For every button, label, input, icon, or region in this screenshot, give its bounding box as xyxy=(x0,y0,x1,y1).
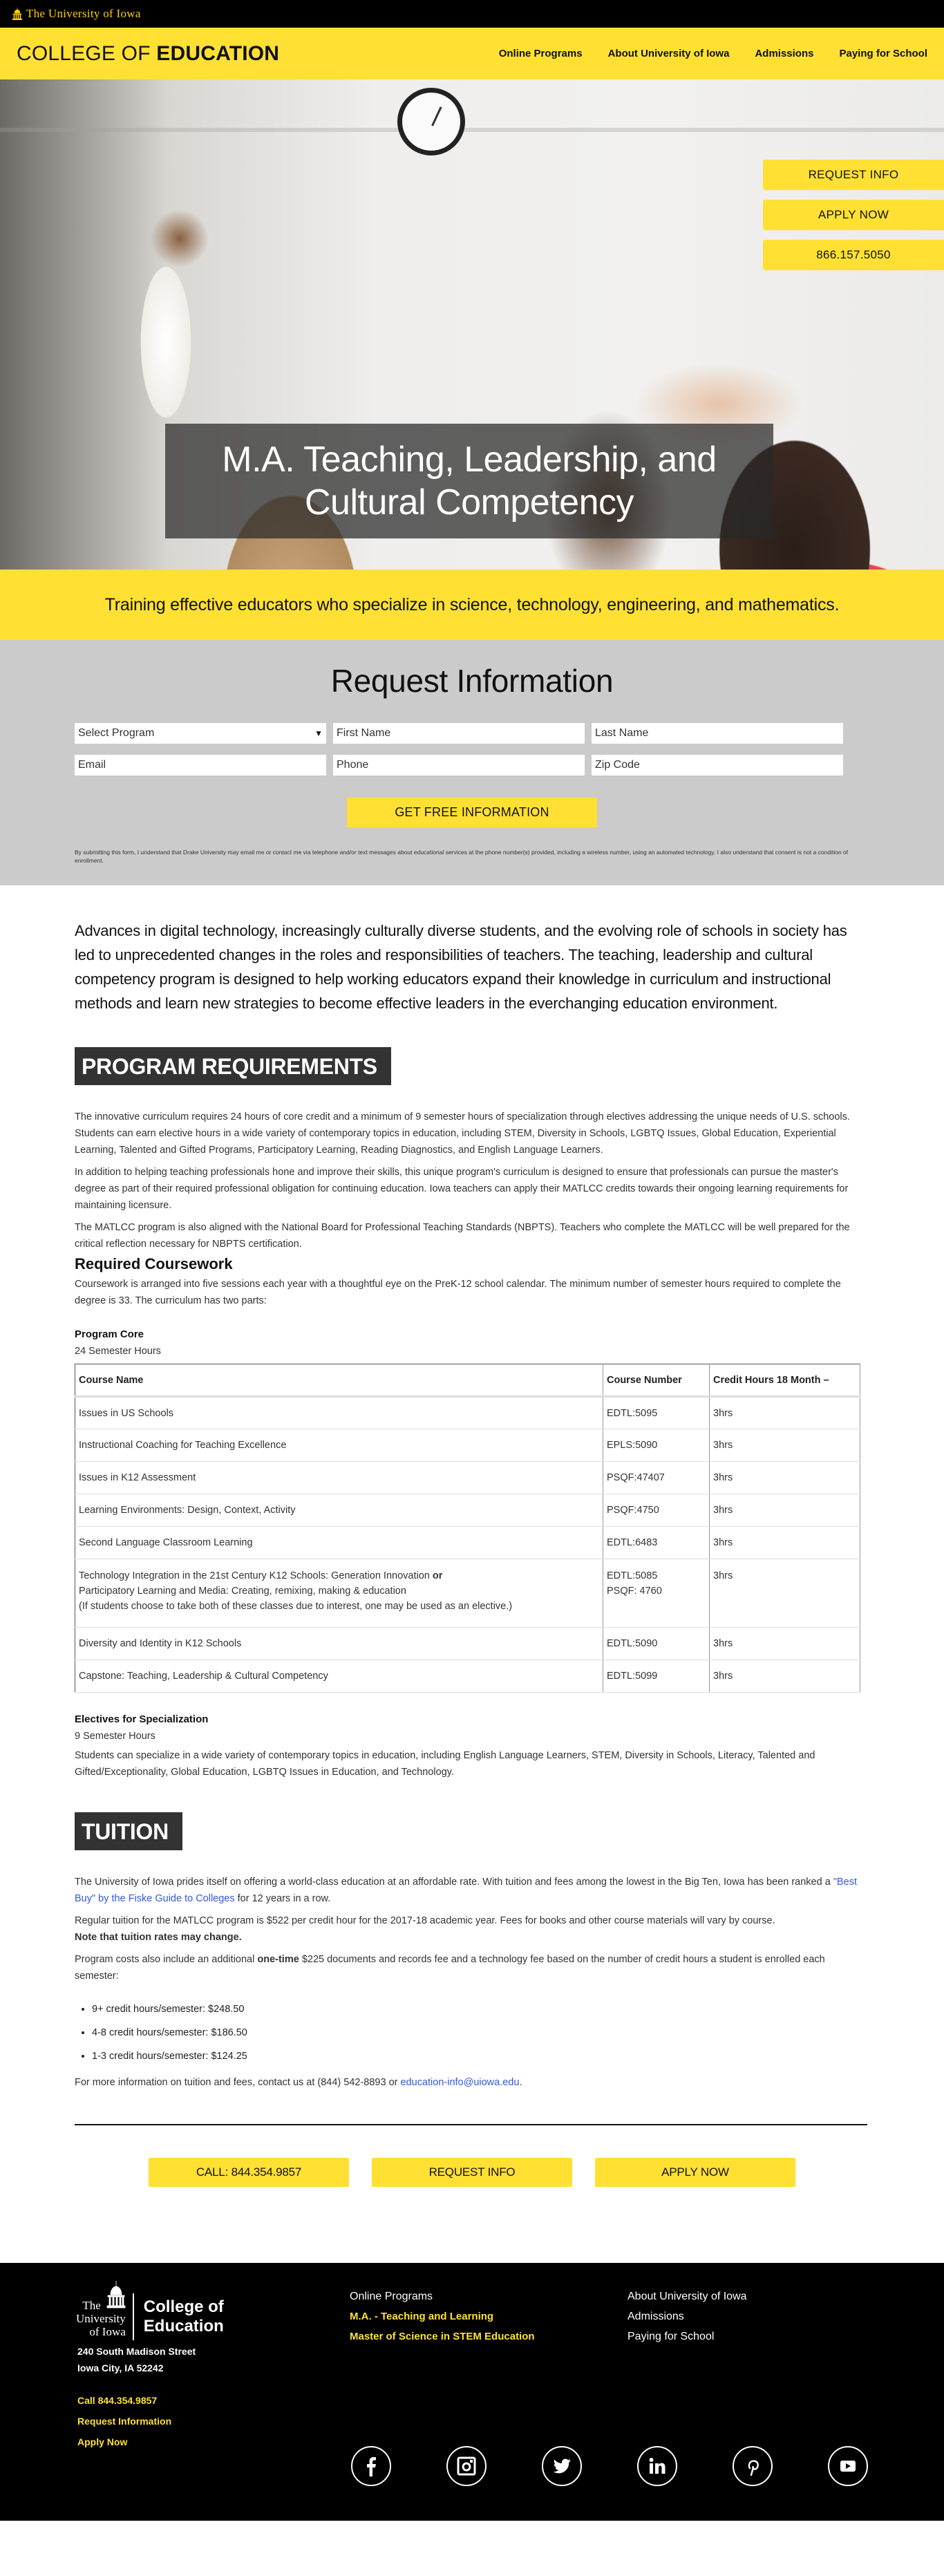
tuition-text: The University of Iowa prides itself on offering a world-class education at an affordable rate. With tuition and fees among the lowest in the Big Ten, Iowa has been ranked a xyxy=(75,1877,833,1888)
youtube-link[interactable] xyxy=(828,2446,868,2486)
submit-row xyxy=(0,798,944,827)
table-row xyxy=(75,1527,860,1559)
credit-hours: 3hrs xyxy=(710,1494,860,1527)
site-header xyxy=(0,28,944,79)
table-row xyxy=(75,1559,860,1628)
social-links xyxy=(351,2446,868,2486)
technology-fee-list xyxy=(92,2004,869,2062)
caret-down-icon: ▼ xyxy=(314,728,323,738)
hero-photo-wall-rail xyxy=(0,128,944,132)
footer-about-link[interactable]: About University of Iowa xyxy=(627,2291,747,2302)
credit-hours: 3hrs xyxy=(710,1462,860,1494)
program-core-hours: 24 Semester Hours xyxy=(75,1346,161,1357)
course-table xyxy=(75,1364,860,1693)
footer-online-programs-link[interactable]: Online Programs xyxy=(350,2291,433,2302)
footer-about-column xyxy=(627,2286,747,2347)
footer-ms-stem-link[interactable]: Master of Science in STEM Education xyxy=(350,2331,535,2342)
tuition-rate-text: Regular tuition for the MATLCC program is $522 per credit hour for the 2017-18 academic year. Fees for books and other course materials will vary by course. xyxy=(75,1915,775,1926)
university-name: The University of Iowa xyxy=(26,7,141,20)
get-free-information-button[interactable]: GET FREE INFORMATION xyxy=(347,798,597,827)
twitter-link[interactable] xyxy=(542,2446,582,2486)
table-row xyxy=(75,1397,860,1429)
apply-now-button[interactable]: APPLY NOW xyxy=(595,2158,795,2187)
email-link[interactable]: education-info@uiowa.edu xyxy=(400,2077,520,2088)
footer-apply-now-link[interactable]: Apply Now xyxy=(77,2436,128,2447)
course-number-b: PSQF: 4760 xyxy=(607,1586,662,1597)
tuition-paragraph xyxy=(75,1874,869,1907)
fee-item: • 1-3 credit hours/semester: $124.25 xyxy=(92,2051,869,2062)
elective-note: (If students choose to take both of these classes due to interest, one may be used as an elective.) xyxy=(79,1601,513,1612)
title-line-2: Cultural Competency xyxy=(304,482,634,523)
tuition-text: for 12 years in a row. xyxy=(234,1893,331,1904)
table-header-row xyxy=(75,1364,860,1397)
hero-apply-now-button[interactable]: APPLY NOW xyxy=(763,200,944,230)
course-number: PSQF:47407 xyxy=(603,1462,710,1494)
costs-text: Program costs also include an additional xyxy=(75,1954,258,1965)
first-name-placeholder: First Name xyxy=(337,727,391,739)
instagram-link[interactable] xyxy=(446,2446,487,2486)
last-name-placeholder: Last Name xyxy=(595,727,649,739)
electives-paragraph: Students can specialize in a wide variety of contemporary topics in education, including English Language Learners, STEM, Diversity in Schools, Literacy, Talented and Gifted/Exceptionality, Global Education, LGBTQ Issues in Education, and Technology. xyxy=(75,1750,815,1778)
tuition-change-note: Note that tuition rates may change. xyxy=(75,1932,242,1943)
course-name: Instructional Coaching for Teaching Excellence xyxy=(75,1429,603,1462)
footer-paying-link[interactable]: Paying for School xyxy=(627,2331,715,2342)
course-number: EPLS:5090 xyxy=(603,1429,710,1462)
nav-paying-for-school[interactable]: Paying for School xyxy=(839,48,927,59)
title-line-1: M.A. Teaching, Leadership, and xyxy=(222,440,717,480)
request-info-form xyxy=(0,640,944,885)
linkedin-link[interactable] xyxy=(637,2446,677,2486)
program-costs-paragraph xyxy=(75,1951,869,1984)
course-number-a: EDTL:5085 xyxy=(607,1570,658,1581)
credit-hours: 3hrs xyxy=(710,1628,860,1660)
footer-logo[interactable] xyxy=(76,2278,224,2340)
brand-bold-text: EDUCATION xyxy=(156,41,280,65)
course-name: Issues in US Schools xyxy=(75,1397,603,1429)
tagline-band xyxy=(0,570,944,640)
electives-heading: Electives for Specialization xyxy=(75,1713,209,1725)
uiowa-wordmark xyxy=(76,2281,133,2338)
footer-address xyxy=(77,2343,196,2376)
contact-text: For more information on tuition and fees, contact us at (844) 542-8893 or xyxy=(75,2077,401,2088)
course-name: Learning Environments: Design, Context, Activity xyxy=(75,1494,603,1527)
course-name: Second Language Classroom Learning xyxy=(75,1527,603,1559)
contact-text: . xyxy=(519,2077,522,2088)
intro-paragraph: Advances in digital technology, increasingly culturally diverse students, and the evolving role of schools in society has led to unprecedented changes in the roles and responsibilities of teachers. The teaching, leadership and cultural competency program is designed to help working educators expand their knowledge in curriculum and instructional methods and learn new strategies to become effective leaders in the everchanging education environment. xyxy=(75,922,847,1012)
course-name: Diversity and Identity in K12 Schools xyxy=(75,1628,603,1660)
university-topbar xyxy=(0,0,944,28)
footer-admissions-link[interactable]: Admissions xyxy=(627,2311,684,2322)
course-name: Issues in K12 Assessment xyxy=(75,1462,603,1494)
course-number xyxy=(603,1559,710,1628)
requirements-paragraph: The MATLCC program is also aligned with the National Board for Professional Teaching Standards (NBPTS). Teachers who complete the MATLCC will be well prepared for the critical reflection necessary for NBPTS certification. xyxy=(75,1222,850,1250)
bottom-cta-row xyxy=(75,2158,869,2263)
main-nav xyxy=(499,48,927,59)
twitter-icon xyxy=(551,2456,572,2476)
college-of-education-wordmark xyxy=(144,2297,224,2336)
wordmark-university: University xyxy=(76,2311,126,2325)
or-text: or xyxy=(432,1570,443,1581)
youtube-icon xyxy=(838,2456,858,2476)
call-button[interactable]: CALL: 844.354.9857 xyxy=(149,2158,349,2187)
brand-light-text: COLLEGE OF xyxy=(17,41,157,65)
hero-cta-stack xyxy=(763,160,944,270)
facebook-icon xyxy=(361,2456,381,2476)
email-placeholder: Email xyxy=(78,759,106,771)
coursework-paragraph: Coursework is arranged into five sessions each year with a thoughtful eye on the PreK-12 school calendar. The minimum number of semester hours required to complete the degree is 33. The curriculum has two parts: xyxy=(75,1279,841,1306)
footer-ma-teaching-learning-link[interactable]: M.A. - Teaching and Learning xyxy=(350,2311,494,2322)
table-row xyxy=(75,1494,860,1527)
course-option-a: Technology Integration in the 21st Century K12 Schools: Generation Innovation xyxy=(79,1570,433,1581)
fee-item: • 4-8 credit hours/semester: $186.50 xyxy=(92,2027,869,2038)
nav-admissions[interactable]: Admissions xyxy=(755,48,814,59)
phone-input[interactable] xyxy=(333,755,585,775)
instagram-icon xyxy=(456,2456,477,2476)
footer-quick-links xyxy=(77,2390,171,2452)
electives-hours: 9 Semester Hours xyxy=(75,1731,155,1742)
credit-hours: 3hrs xyxy=(710,1429,860,1462)
last-name-input[interactable] xyxy=(592,723,843,744)
table-row xyxy=(75,1462,860,1494)
wordmark-the: The xyxy=(82,2298,101,2312)
column-header-course-name: Course Name xyxy=(75,1364,603,1397)
email-input[interactable] xyxy=(75,755,326,775)
column-header-credit-hours: Credit Hours 18 Month – xyxy=(710,1364,860,1397)
fiske-guide-link[interactable]: "Best Buy" by the Fiske Guide to Colleges xyxy=(75,1877,857,1904)
column-header-course-number: Course Number xyxy=(603,1364,710,1397)
form-disclaimer: By submitting this form, I understand that Drake University may email me or contact me via telephone and/or text messages about educational services at the phone number(s) provided, including a wireless number, using an automated technology. I also understand that consent is not a condition of enrollment. xyxy=(75,849,849,864)
address-street: 240 South Madison Street xyxy=(77,2346,196,2357)
pinterest-icon xyxy=(742,2456,763,2476)
page-title xyxy=(222,438,716,524)
footer-call-link[interactable]: Call 844.354.9857 xyxy=(77,2395,158,2406)
one-time-text: one-time xyxy=(257,1954,299,1965)
table-row xyxy=(75,1429,860,1462)
facebook-link[interactable] xyxy=(351,2446,391,2486)
course-number: EDTL:5090 xyxy=(603,1628,710,1660)
hero-phone-button[interactable]: 866.157.5050 xyxy=(763,240,944,270)
request-info-button[interactable]: REQUEST INFO xyxy=(372,2158,572,2187)
coe-line-2: Education xyxy=(143,2317,224,2335)
credit-hours: 3hrs xyxy=(710,1660,860,1693)
credit-hours: 3hrs xyxy=(710,1397,860,1429)
course-number: EDTL:6483 xyxy=(603,1527,710,1559)
zip-code-input[interactable] xyxy=(592,755,843,775)
nav-online-programs[interactable]: Online Programs xyxy=(498,48,583,59)
course-name xyxy=(75,1559,603,1628)
program-select-label: Select Program xyxy=(78,727,155,739)
table-row xyxy=(75,1628,860,1660)
tuition-heading: TUITION xyxy=(75,1812,182,1850)
requirements-paragraph: The innovative curriculum requires 24 hours of core credit and a minimum of 9 semester hours of specialization through electives addressing the unique needs of U.S. schools. Students can earn elective hours in a wide variety of contemporary topics in education, including STEM, Diversity in Schools, LGBTQ Issues, Global Education, Experiential Learning, Talented and Gifted Programs, Participatory Learning, Reading Diagnostics, and English Language Learners. xyxy=(75,1111,850,1156)
nav-about-university[interactable]: About University of Iowa xyxy=(607,48,730,59)
first-name-input[interactable] xyxy=(333,723,585,744)
credit-hours: 3hrs xyxy=(710,1559,860,1628)
course-number: EDTL:5099 xyxy=(603,1660,710,1693)
tagline-text: Training effective educators who specialize in science, technology, engineering, and mathematics. xyxy=(104,594,840,614)
form-title: Request Information xyxy=(330,663,614,699)
program-requirements-heading: PROGRAM REQUIREMENTS xyxy=(75,1047,391,1085)
required-coursework-heading: Required Coursework xyxy=(75,1255,233,1272)
linkedin-icon xyxy=(647,2456,668,2476)
phone-placeholder: Phone xyxy=(337,759,369,771)
requirements-paragraph: In addition to helping teaching professionals hone and improve their skills, this unique program's curriculum is designed to ensure that professionals can pursue the master's degree as part of their required professional obligation for continuing education. Iowa teachers can apply their MATLCC credits towards their ongoing learning requirements for maintaining licensure. xyxy=(75,1167,849,1211)
section-divider xyxy=(75,2124,867,2125)
wordmark-of-iowa: of Iowa xyxy=(89,2324,126,2338)
course-number: PSQF:4750 xyxy=(603,1494,710,1527)
logo-divider xyxy=(133,2293,134,2340)
footer-programs-column xyxy=(350,2286,535,2347)
credit-hours: 3hrs xyxy=(710,1527,860,1559)
footer-request-info-link[interactable]: Request Information xyxy=(77,2416,172,2427)
hero-title-box xyxy=(165,424,773,538)
coe-line-1: College of xyxy=(143,2297,224,2316)
program-select[interactable] xyxy=(75,723,326,744)
university-of-iowa-link[interactable] xyxy=(12,7,141,21)
table-row xyxy=(75,1660,860,1693)
hero-photo-clock xyxy=(397,88,465,156)
college-of-education-logo[interactable] xyxy=(17,42,279,66)
course-number: EDTL:5095 xyxy=(603,1397,710,1429)
pinterest-link[interactable] xyxy=(733,2446,773,2486)
hero-banner xyxy=(0,79,944,570)
costs-text: $225 documents and records fee and a technology fee based on the number of credit hours a student is enrolled each semester: xyxy=(75,1954,825,1982)
site-footer xyxy=(0,2263,944,2521)
old-capitol-dome-icon xyxy=(12,8,22,20)
tuition-rate-paragraph xyxy=(75,1912,869,1946)
course-option-b: Participatory Learning and Media: Creating, remixing, making & education xyxy=(79,1586,406,1597)
address-city: Iowa City, IA 52242 xyxy=(77,2362,164,2373)
old-capitol-dome-icon xyxy=(106,2281,126,2310)
main-content xyxy=(69,919,875,2263)
fee-item: • 9+ credit hours/semester: $248.50 xyxy=(92,2004,869,2015)
program-core-heading: Program Core xyxy=(75,1328,144,1340)
course-name: Capstone: Teaching, Leadership & Cultural Competency xyxy=(75,1660,603,1693)
contact-paragraph xyxy=(75,2074,869,2091)
zip-code-placeholder: Zip Code xyxy=(595,759,640,771)
hero-request-info-button[interactable]: REQUEST INFO xyxy=(763,160,944,190)
form-fields xyxy=(69,723,875,775)
